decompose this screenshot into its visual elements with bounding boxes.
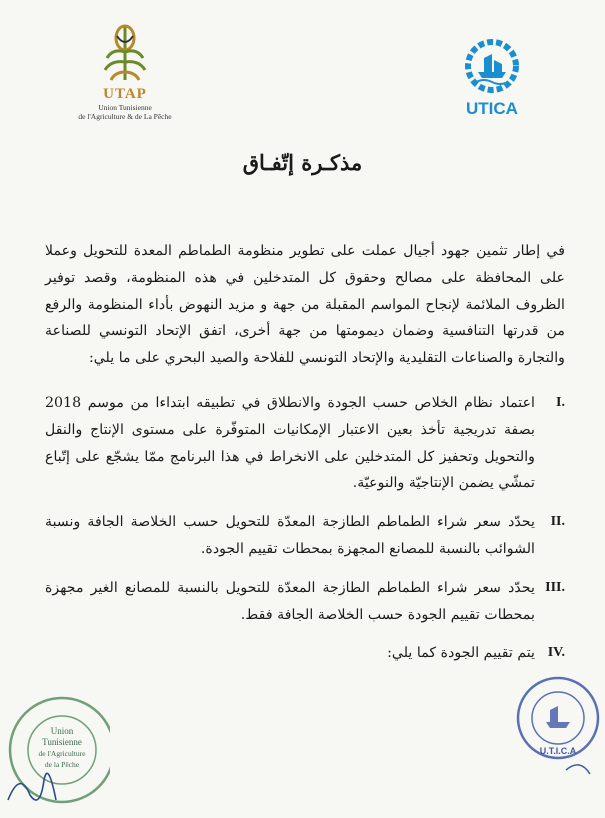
stamp-line-1: Union	[50, 726, 74, 736]
round-stamp-icon	[0, 650, 110, 814]
utica-logo	[452, 38, 532, 118]
clause-number: II.	[550, 514, 565, 530]
clause-text: يحدّد سعر شراء الطماطم الطازجة المعدّة للتحويل حسب الخلاصة الجافة ونسبة الشوائب بالنسبة للمصانع المجهزة بمحطات تقييم الجودة.	[45, 514, 535, 557]
document-title: مذكـرة إتّفـاق	[242, 150, 363, 175]
stamp-utica-text: U.T.I.C.A	[539, 746, 577, 756]
utica-name: UTICA	[466, 99, 518, 118]
utap-name: UTAP	[103, 86, 147, 102]
clause-number: I.	[556, 394, 565, 410]
document-body	[45, 238, 565, 679]
clause-number: IV.	[547, 645, 565, 661]
clause-item	[45, 640, 565, 667]
clause-text: يتم تقييم الجودة كما يلي:	[387, 645, 535, 662]
intro-paragraph: في إطار تثمين جهود أجيال عملت على تطوير منظومة الطماطم المعدة للتحويل وعملا على المحافظة على مصالح وحقوق كل المتدخلين في هذه المنظومة، وقصد توفير الظروف الملائمة لإنجاح المواسم المقبلة من جهة و مزيد النهوض بأداء المنظومة والرفع من قدرتها التنافسية وضمان ديمومتها من جهة أخرى، اتفق الإتحاد التونسي للصناعة والتجارة والصناعات التقليدية والإتحاد التونسي للفلاحة والصيد البحري على ما يلي:	[45, 243, 565, 367]
clause-text: اعتماد نظام الخلاص حسب الجودة والانطلاق في تطبيقه ابتداءا من موسم 2018 بصفة تدريجية تأخذ بعين الاعتبار الإمكانيات المتوفّرة على مستوى الإنتاج والنقل والتحويل وتحفيز كل المتدخلين على الانخراط في هذا البرنامج ممّا يشجّع على إتّباع تمشّي يضمن الإنتاجيّة والنوعيّة.	[45, 394, 535, 492]
clause-item	[45, 575, 565, 629]
wheat-fish-emblem-icon	[95, 22, 155, 84]
utap-subtitle-line2: de l'Agriculture & de La Pêche	[78, 112, 172, 121]
clause-item	[45, 390, 565, 497]
clause-item	[45, 509, 565, 563]
signature-scribble	[8, 773, 56, 800]
round-stamp-icon	[510, 670, 605, 780]
utica-stamp	[510, 670, 605, 780]
clause-text: يحدّد سعر شراء الطماطم الطازجة المعدّة للتحويل بالنسبة للمصانع الغير مجهزة بمحطات تقييم الجودة حسب الخلاصة الجافة فقط.	[45, 579, 535, 623]
stamp-line-3: de l'Agriculture	[38, 749, 86, 758]
utap-logo	[70, 22, 180, 132]
clause-number: III.	[545, 579, 565, 595]
utap-stamp	[0, 650, 110, 814]
signature-scribble	[566, 765, 590, 774]
stamp-line-2: Tunisienne	[42, 737, 82, 747]
utap-subtitle-line1: Union Tunisienne	[98, 103, 152, 112]
gear-ship-emblem-icon	[462, 38, 522, 94]
stamp-line-4: de la Pêche	[44, 760, 80, 769]
